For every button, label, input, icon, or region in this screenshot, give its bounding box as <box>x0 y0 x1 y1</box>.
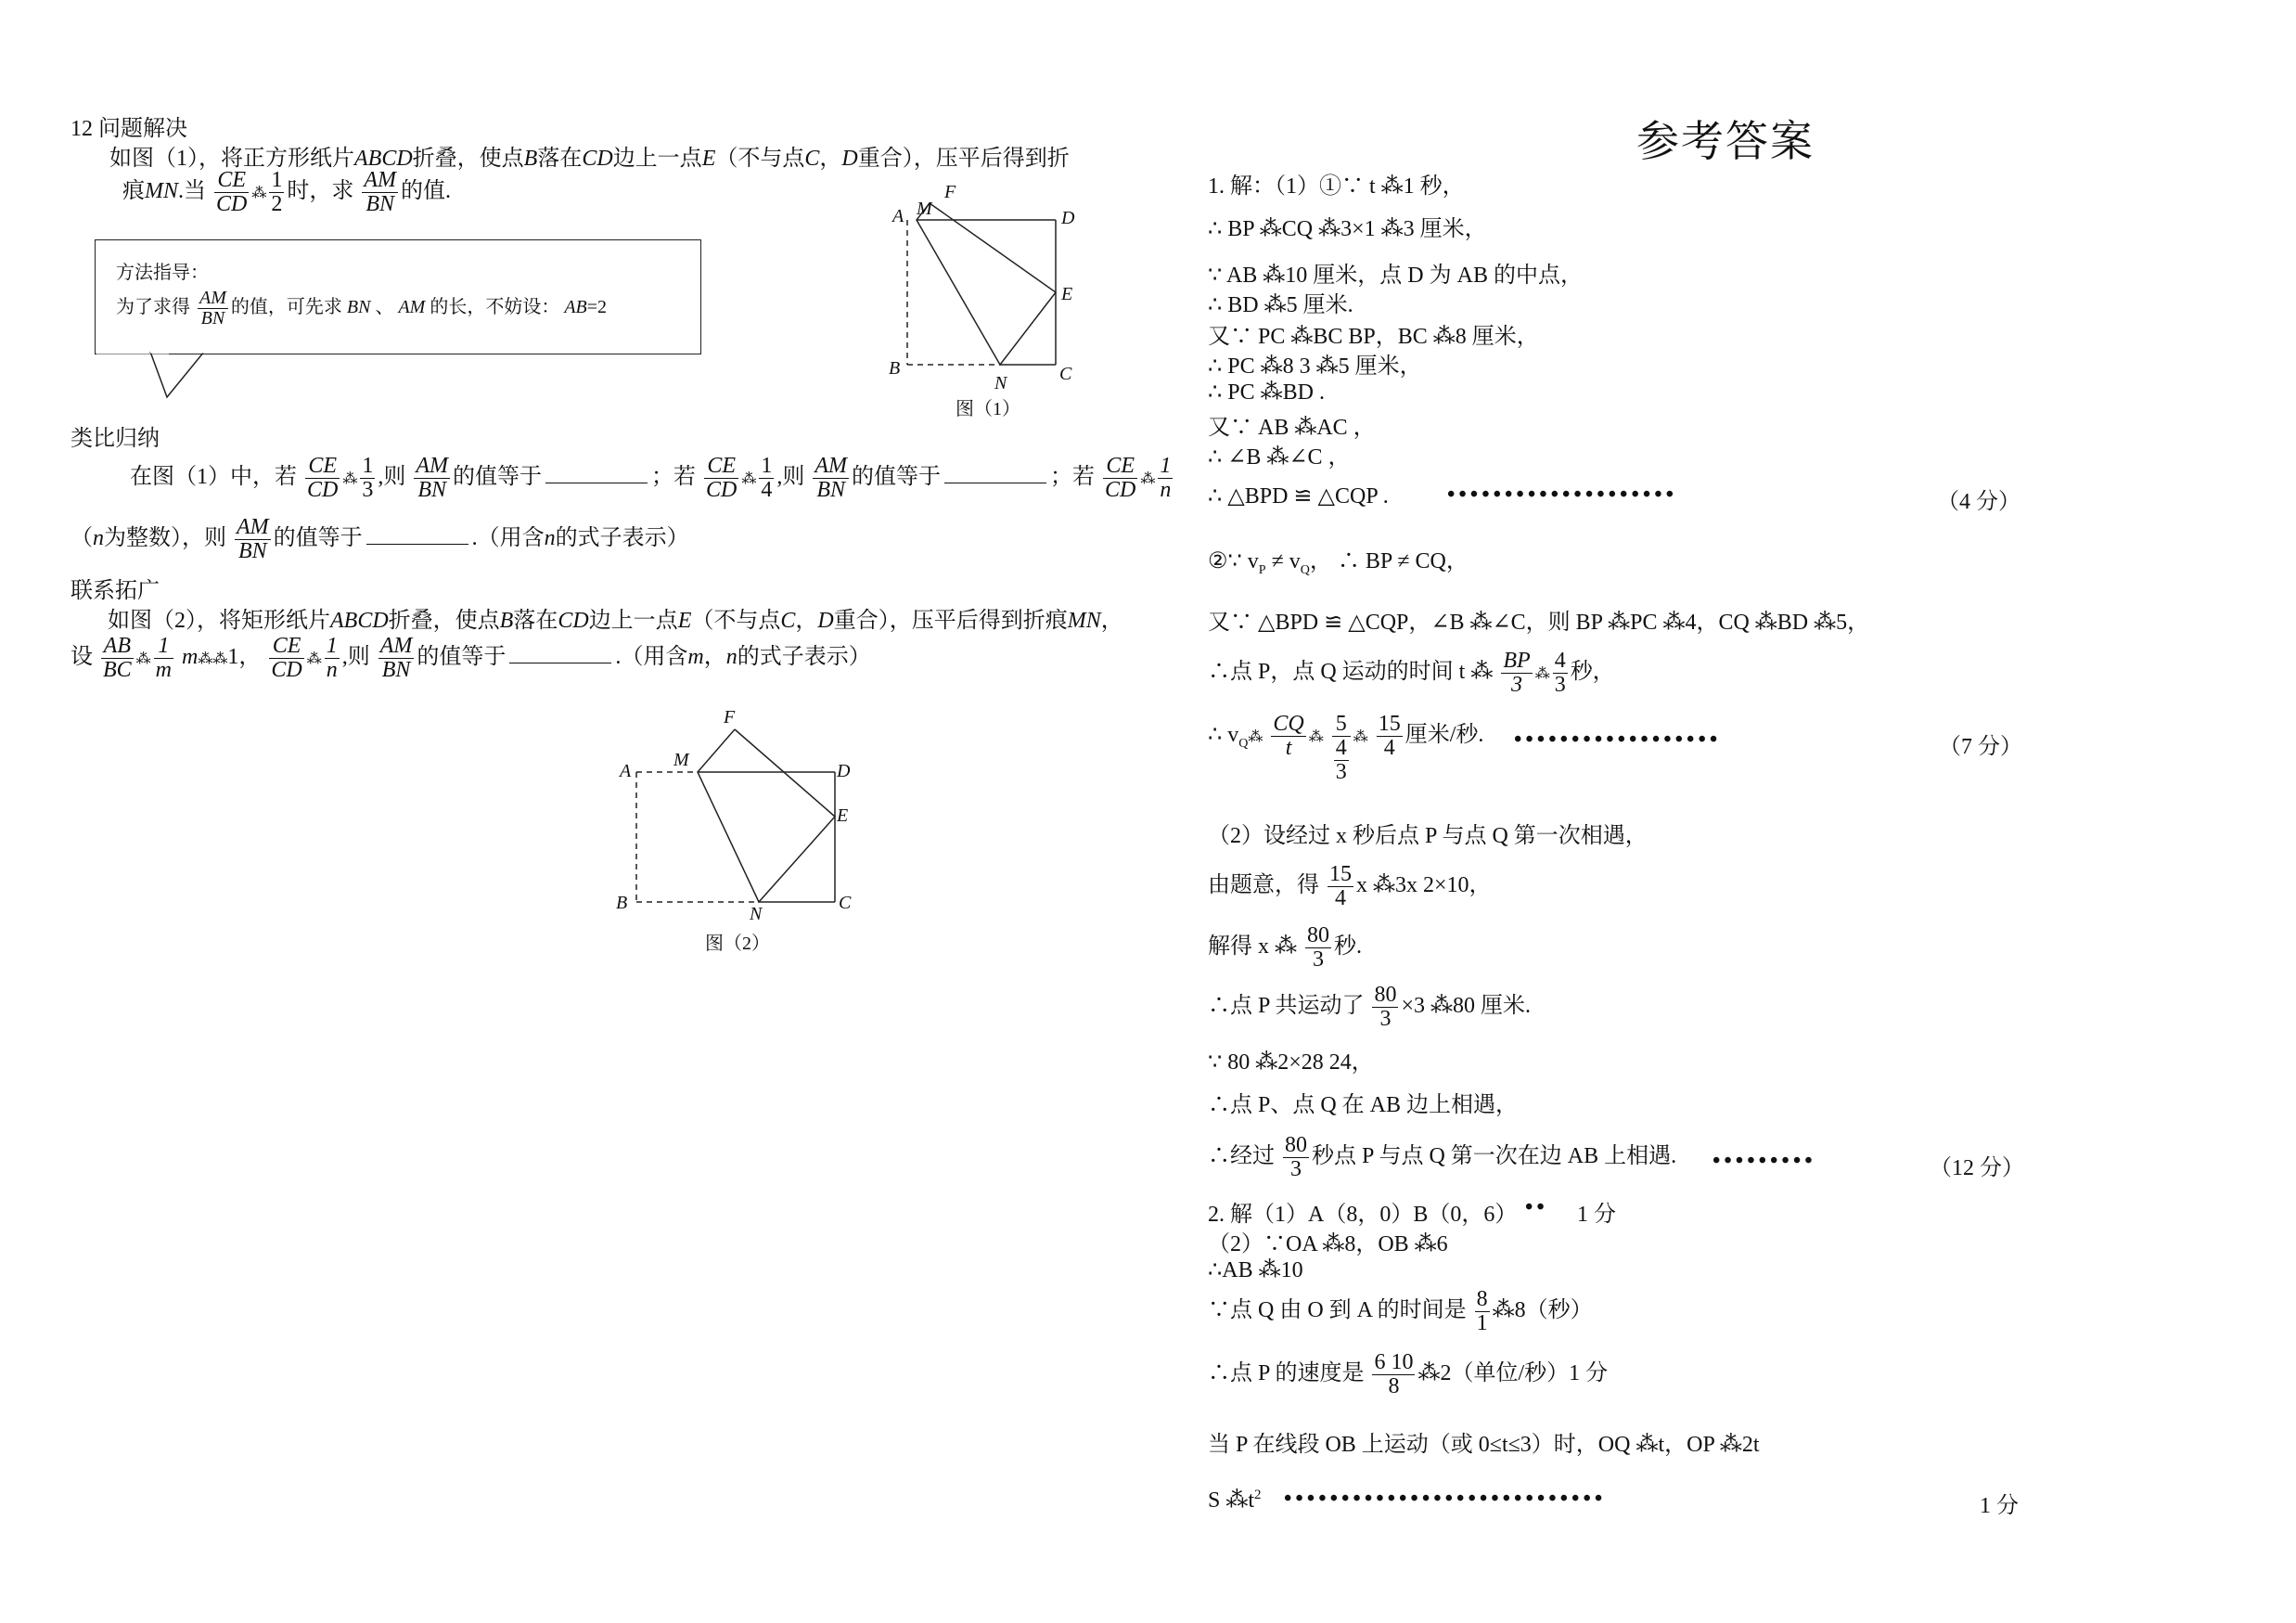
score-label: 1 分 <box>1980 1494 2019 1518</box>
score-label: （4 分） <box>1937 490 2020 514</box>
answer-line: ∴AB ⁂10 <box>1208 1258 1303 1282</box>
answer-line: ∴ BD ⁂5 厘米. <box>1208 293 1353 317</box>
fraction: $\frac{15}{4}$ <box>1329 862 1352 911</box>
answer-line: ∴经过 $\frac{80}{3}$ 秒点 P 与点 Q 第一次在边 AB 上相遇. <box>1208 1133 1677 1182</box>
answer-blank[interactable] <box>509 644 611 663</box>
answer-line: ∵点 Q 由 O 到 A 的时间是 $\frac{8}{1}$ ⁂8（秒） <box>1208 1287 1593 1336</box>
fraction: $\frac{AM}{BN}$ <box>379 634 413 683</box>
fig1-caption: 图（1） <box>956 399 1020 419</box>
fig1-label-D: D <box>1061 208 1075 228</box>
fraction: $\frac{CQ}{t}$ <box>1273 712 1304 761</box>
leader-dots: •••••••••••••••••••• <box>1447 483 1678 507</box>
fraction: $\frac{CE}{CD}$ <box>706 454 738 503</box>
extend-heading: 联系拓广 <box>71 579 160 603</box>
fraction: $\frac{AB}{BC}$ <box>103 634 132 683</box>
fraction: $\frac{AM}{BN}$ <box>815 454 847 503</box>
score-label: 1 分 <box>1577 1203 1616 1227</box>
leader-dots: ••••••••• <box>1712 1149 1816 1173</box>
answer-line: ∵ 80 ⁂2×28 24， <box>1208 1050 1374 1075</box>
fraction: $\frac{AM}{BN}$ <box>199 288 226 328</box>
extend-line-2: 设 $\frac{AB}{BC}$ ⁂ $\frac{1}{m}$ m⁂⁂1， $\frac{CE}{CD}$ ⁂ $\frac{1}{n}$ ,则 $\frac{AM}{BN}$ 的值等于 .（用含m，n的式子表示） <box>71 634 871 683</box>
answer-line: ∴ BP ⁂CQ ⁂3×1 ⁂3 厘米， <box>1208 217 1487 241</box>
fraction: $\frac{CE}{CD}$ <box>216 168 248 217</box>
fig1-label-M: M <box>917 199 932 219</box>
answer-line: ∴点 P，点 Q 运动的时间 t ⁂ $\frac{BP}{3}$ ⁂ $\frac{4}{3}$ 秒， <box>1208 649 1615 698</box>
fraction: $\frac{BP}{3}$ <box>1503 649 1531 698</box>
answer-line: 1. 解：（1）①∵ t ⁂1 秒， <box>1208 174 1465 199</box>
answer-line: 解得 x ⁂ $\frac{80}{3}$ 秒. <box>1208 923 1362 973</box>
analogy-line-2: （n为整数），则 $\frac{AM}{BN}$ 的值等于 .（用含n的式子表示） <box>71 515 689 564</box>
fig2-label-F: F <box>724 707 736 728</box>
answer-line: 2. 解（1）A（8，0）B（0，6） <box>1208 1203 1518 1227</box>
fraction: $\frac{CE}{CD}$ <box>271 634 302 683</box>
answer-line: ∴ △BPD ≌ △CQP . <box>1208 484 1389 509</box>
answer-line: 由题意，得 $\frac{15}{4}$ x ⁂3x 2×10， <box>1208 862 1492 911</box>
fraction: $\frac{80}{3}$ <box>1307 923 1329 973</box>
fraction: $\frac{5}{\frac{4}{3}}$ <box>1332 713 1351 785</box>
method-title: 方法指导： <box>116 263 209 283</box>
fraction: $\frac{6 10}{8}$ <box>1374 1350 1414 1399</box>
answer-line: ∴ PC ⁂BD . <box>1208 380 1325 405</box>
fraction: $\frac{CE}{CD}$ <box>307 454 339 503</box>
fig2-label-B: B <box>616 893 628 913</box>
fig2-label-C: C <box>839 893 852 913</box>
extend-line-1: 如图（2），将矩形纸片ABCD折叠，使点B落在CD边上一点E（不与点C，D重合），压平后得到折痕MN， <box>108 609 1123 633</box>
fraction: $\frac{1}{n}$ <box>326 634 338 683</box>
fig1-label-N: N <box>994 373 1007 393</box>
answer-line: ∴ ∠B ⁂∠C ， <box>1208 445 1351 470</box>
answer-line: ∴点 P、点 Q 在 AB 边上相遇， <box>1208 1093 1519 1117</box>
answer-line: ②∵ $v_P \ne v_Q$， ∴ BP ≠ CQ， <box>1208 549 1469 577</box>
problem-line-2: 痕MN.当 $\frac{CE}{CD}$ ⁂ $\frac{1}{2}$ 时，求 $\frac{AM}{BN}$ 的值. <box>122 168 451 217</box>
answer-line: 又∵ △BPD ≌ △CQP，∠B ⁂∠C，则 BP ⁂PC ⁂4，CQ ⁂BD ⁂5， <box>1208 611 1870 635</box>
fraction: $\frac{8}{1}$ <box>1476 1287 1488 1336</box>
answer-blank[interactable] <box>545 464 648 483</box>
fraction: $\frac{1}{3}$ <box>362 454 374 503</box>
score-label: （7 分） <box>1939 735 2022 759</box>
answer-line: （2）∵OA ⁂8，OB ⁂6 <box>1208 1232 1448 1256</box>
fraction: $\frac{4}{3}$ <box>1554 649 1566 698</box>
answer-line: S $⁂t^2$ <box>1208 1488 1262 1513</box>
analogy-heading: 类比归纳 <box>71 427 160 451</box>
fraction: $\frac{1}{4}$ <box>761 454 773 503</box>
page-title: 参考答案 <box>1636 116 1815 166</box>
score-label: （12 分） <box>1930 1156 2024 1180</box>
fraction: $\frac{80}{3}$ <box>1374 983 1397 1032</box>
fig1-label-B: B <box>889 358 901 379</box>
fig2-caption: 图（2） <box>705 934 770 954</box>
method-hint-box <box>95 239 701 354</box>
answer-line: ∴ PC ⁂8 3 ⁂5 厘米， <box>1208 354 1422 379</box>
answer-line: 又∵ PC ⁂BC BP，BC ⁂8 厘米， <box>1208 325 1539 349</box>
fig2-label-E: E <box>837 805 849 826</box>
fraction: $\frac{1}{n}$ <box>1160 454 1172 503</box>
leader-dots: •••••••••••••••••• <box>1514 728 1722 752</box>
figure-2-diagram <box>622 715 863 919</box>
answer-blank[interactable] <box>366 525 468 545</box>
answer-line: ∴点 P 共运动了 $\frac{80}{3}$ ×3 ⁂80 厘米. <box>1208 983 1532 1032</box>
answer-line: 当 P 在线段 OB 上运动（或 0≤t≤3）时，OQ ⁂t，OP ⁂2t <box>1208 1433 1760 1457</box>
leader-dots: •••••••••••••••••••••••••••• <box>1284 1487 1607 1511</box>
analogy-line-1: 在图（1）中，若 $\frac{CE}{CD}$ ⁂ $\frac{1}{3}$ ,则 $\frac{AM}{BN}$ 的值等于 ；若 $\frac{CE}{CD}$ ⁂ $\frac{1}{4}$ ,则 $\frac{AM}{BN}$ 的值等于 ；若 $\frac{CE}{CD}$ ⁂ $\frac{1}{n}$ <box>130 454 1172 503</box>
fig1-label-C: C <box>1059 364 1072 384</box>
fig2-label-A: A <box>620 761 632 781</box>
fraction: $\frac{AM}{BN}$ <box>416 454 448 503</box>
answer-blank[interactable] <box>944 464 1046 483</box>
answer-line: ∴ $v_Q⁂$ $\frac{CQ}{t}$ ⁂ $\frac{5}{\frac{4}{3}}$ ⁂ $\frac{15}{4}$ 厘米/秒. <box>1208 712 1484 785</box>
problem-line-1: 如图（1），将正方形纸片ABCD折叠，使点B落在CD边上一点E（不与点C，D重合），压平后得到折 <box>109 147 1070 171</box>
speech-tail-icon <box>93 351 204 406</box>
answer-line: ∵ AB ⁂10 厘米，点 D 为 AB 的中点， <box>1208 264 1583 288</box>
fraction: $\frac{1}{2}$ <box>271 168 283 217</box>
fig2-label-D: D <box>837 761 851 781</box>
answer-line: ∴点 P 的速度是 $\frac{6 10}{8}$ ⁂2（单位/秒）1 分 <box>1208 1350 1609 1399</box>
leader-dots: •• <box>1525 1195 1548 1219</box>
fraction: $\frac{AM}{BN}$ <box>237 515 269 564</box>
method-text: 为了求得 $\frac{AM}{BN}$ 的值，可先求 BN 、 AM 的长，不妨设： AB=2 <box>116 288 608 328</box>
fraction: $\frac{1}{m}$ <box>155 634 173 683</box>
fig1-label-E: E <box>1061 284 1073 304</box>
fraction: $\frac{AM}{BN}$ <box>364 168 396 217</box>
fraction: $\frac{15}{4}$ <box>1378 712 1401 761</box>
fig2-label-M: M <box>673 750 689 770</box>
fig1-label-A: A <box>892 206 904 226</box>
answer-line: （2）设经过 x 秒后点 P 与点 Q 第一次相遇， <box>1208 824 1648 848</box>
problem-heading: 12 问题解决 <box>71 117 187 141</box>
answer-line: 又∵ AB ⁂AC ， <box>1208 416 1376 440</box>
fig1-label-F: F <box>944 182 956 202</box>
fraction: $\frac{80}{3}$ <box>1285 1133 1307 1182</box>
fig2-label-N: N <box>750 904 763 924</box>
fraction: $\frac{CE}{CD}$ <box>1105 454 1136 503</box>
